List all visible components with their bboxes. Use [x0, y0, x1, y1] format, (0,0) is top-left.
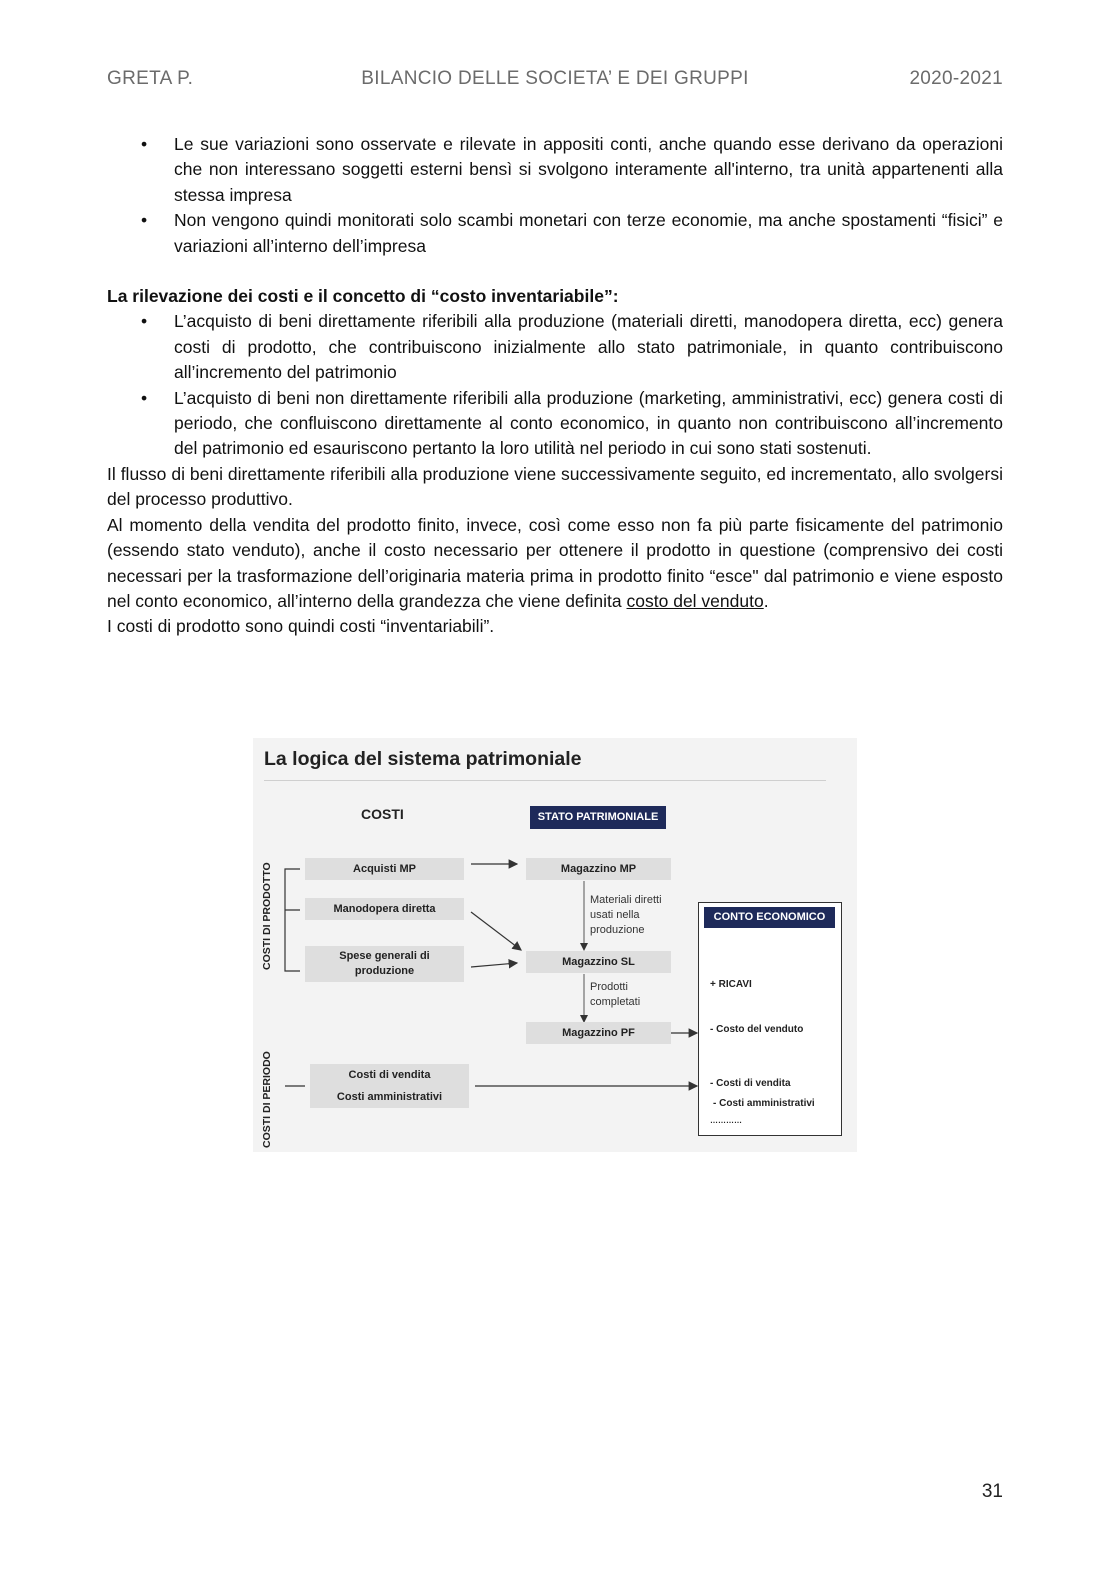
box-magazzino-mp: Magazzino MP: [526, 858, 671, 880]
paragraph-sale: [107, 513, 1003, 615]
list-item: • Le sue variazioni sono osservate e rilevate in appositi conti, anche quando esse derivano da operazioni che non interessano soggetti esterni bensì si svolgono interamente all'interno, tra unità appartenenti alla stessa impresa: [107, 132, 1003, 208]
list-item: • Non vengono quindi monitorati solo scambi monetari con terze economie, ma anche spostamenti “fisici” e variazioni all’interno dell’impresa: [107, 208, 1003, 259]
box-acquisti-mp: Acquisti MP: [305, 858, 464, 880]
diagram-title: La logica del sistema patrimoniale: [264, 748, 582, 770]
header-year: 2020-2021: [909, 68, 1003, 89]
ce-ricavi: + RICAVI: [710, 979, 752, 990]
header-course: BILANCIO DELLE SOCIETA’ E DEI GRUPPI: [361, 68, 749, 89]
arrow-manodopera-to-sl: [471, 912, 521, 950]
box-magazzino-pf: Magazzino PF: [526, 1022, 671, 1044]
costi-di-periodo-label: COSTI DI PERIODO: [261, 1051, 273, 1148]
list-item: • L’acquisto di beni direttamente riferibili alla produzione (materiali diretti, manodopera diretta, ecc) genera costi di prodotto, che contribuiscono inizialmente allo stato patrimoniale, in quanto contribuiscono all’incremento del patrimonio: [107, 309, 1003, 385]
box-spese-generali: [305, 946, 464, 982]
paragraph-conclusion: I costi di prodotto sono quindi costi “inventariabili”.: [107, 616, 495, 637]
note-prodotti-line2: completati: [590, 996, 641, 1008]
costi-vendita-label: Costi di vendita: [348, 1069, 431, 1081]
ce-costi-amministrativi: - Costi amministrativi: [713, 1098, 815, 1109]
spese-generali-line1: Spese generali di: [339, 950, 430, 962]
ce-costo-venduto: - Costo del venduto: [710, 1024, 804, 1035]
arrow-spese-to-sl: [471, 963, 517, 967]
box-manodopera-diretta: Manodopera diretta: [305, 898, 464, 920]
bracket-costi-prodotto: [285, 869, 300, 971]
page-number: 31: [981, 1481, 1003, 1502]
list-item: • L’acquisto di beni non direttamente riferibili alla produzione (marketing, amministrativi, ecc) genera costi di periodo, che confluiscono direttamente al conto economico, in quanto non contribuiscono all’incremento del patrimonio ed esauriscono pertanto la loro utilità nel periodo in cui sono stati sostenuti.: [107, 386, 1003, 462]
intro-bullet-list: [107, 132, 1003, 259]
costi-amministrativi-label: Costi amministrativi: [336, 1091, 443, 1103]
note-materiali-line3: produzione: [590, 924, 645, 936]
note-materiali-line1: Materiali diretti: [590, 894, 662, 906]
paragraph-flow: Il flusso di beni direttamente riferibili alla produzione viene successivamente seguito, ed incrementato, allo svolgersi del processo produttivo.: [107, 463, 1003, 510]
note-materiali-line2: usati nella: [590, 909, 640, 921]
document-body: [107, 132, 1003, 640]
header-author: GRETA P.: [107, 68, 194, 89]
note-prodotti-completati: [590, 980, 640, 1010]
paragraph-sale-end: .: [763, 590, 769, 611]
ce-costi-vendita: - Costi di vendita: [710, 1078, 791, 1089]
costi-heading: COSTI: [361, 806, 404, 822]
conto-economico-panel: [698, 902, 842, 1136]
ce-ellipsis: …………: [710, 1116, 742, 1125]
paragraph-sale-text: Al momento della vendita del prodotto finito, invece, così come esso non fa più parte fisicamente del patrimonio (essendo stato venduto), anche il costo necessario per ottenere il prodotto in questione (comprensivo dei costi necessari per la trasformazione dell’originaria materia prima in prodotto finito “esce" dal patrimonio e viene esposto nel conto economico, all’interno della grandezza che viene definita: [107, 514, 1003, 611]
note-materiali-diretti: [590, 893, 662, 938]
costo-del-venduto-term: costo del venduto: [626, 590, 764, 611]
spese-generali-line2: produzione: [354, 965, 415, 977]
costi-di-prodotto-label: COSTI DI PRODOTTO: [261, 862, 273, 970]
stato-patrimoniale-heading: STATO PATRIMONIALE: [530, 806, 666, 829]
patrimonial-system-diagram: [253, 738, 857, 1152]
box-costi-periodo: [310, 1064, 469, 1108]
section-bullet-list: [107, 309, 1003, 461]
page-header: [107, 68, 1003, 98]
conto-economico-heading: CONTO ECONOMICO: [704, 907, 835, 928]
diagram-divider: [264, 780, 826, 781]
section-heading: La rilevazione dei costi e il concetto di “costo inventariabile”:: [107, 286, 619, 307]
note-prodotti-line1: Prodotti: [590, 981, 628, 993]
box-magazzino-sl: Magazzino SL: [526, 951, 671, 973]
